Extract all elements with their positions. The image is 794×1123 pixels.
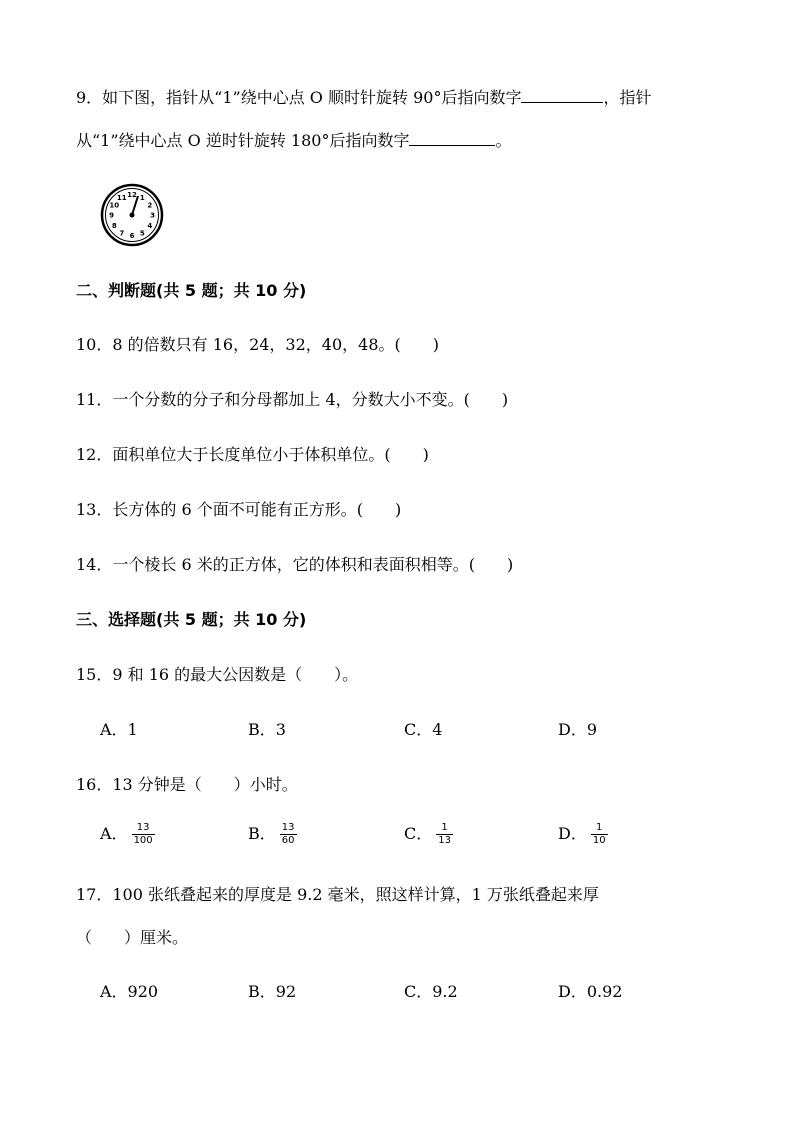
clock-number-3: 3 xyxy=(150,211,155,220)
q9-answer-blank-2[interactable] xyxy=(409,131,495,146)
q16-option-c-fraction xyxy=(436,822,453,847)
q13-statement: 13．长方体的 6 个面不可能有正方形。( ) xyxy=(76,500,402,519)
clock-center-o xyxy=(130,213,135,218)
q14-statement: 14．一个棱长 6 米的正方体，它的体积和表面积相等。( ) xyxy=(76,555,514,574)
q16-option-c-label: C． xyxy=(404,824,433,843)
q16-option-d-fraction xyxy=(591,822,608,847)
clock-number-9: 9 xyxy=(109,211,114,220)
q16-option-b-label: B． xyxy=(248,824,276,843)
q9-line2 xyxy=(76,130,511,152)
clock-number-6: 6 xyxy=(129,232,135,241)
section3-heading: 三、选择题(共 5 题；共 10 分) xyxy=(76,610,307,629)
q9-line1 xyxy=(76,87,651,109)
q15-option-a[interactable]: A．1 xyxy=(100,720,138,739)
q15-option-c[interactable]: C．4 xyxy=(404,720,443,739)
q9-answer-blank-1[interactable] xyxy=(521,88,603,103)
q16-option-d-label: D． xyxy=(558,824,587,843)
clock-number-8: 8 xyxy=(111,221,117,230)
clock-number-11: 11 xyxy=(116,193,127,202)
q16-option-b[interactable] xyxy=(248,822,297,847)
q17-option-c[interactable]: C．9.2 xyxy=(404,982,458,1001)
clock-number-10: 10 xyxy=(109,201,120,210)
section2-heading: 二、判断题(共 5 题；共 10 分) xyxy=(76,281,307,300)
q9-text-2a: 从“1”绕中心点 O 逆时针旋转 180°后指向数字 xyxy=(76,131,410,150)
q12-statement: 12．面积单位大于长度单位小于体积单位。( ) xyxy=(76,445,429,464)
fraction-numerator: 13 xyxy=(136,822,150,833)
q17-option-b[interactable]: B．92 xyxy=(248,982,297,1001)
fraction-denominator: 60 xyxy=(281,835,295,846)
q17-stem-line1: 17．100 张纸叠起来的厚度是 9.2 毫米，照这样计算，1 万张纸叠起来厚 xyxy=(76,885,599,904)
q15-stem: 15．9 和 16 的最大公因数是（ ）。 xyxy=(76,665,359,684)
fraction-numerator: 13 xyxy=(281,822,295,833)
q9-text-1a: 9．如下图，指针从“1”绕中心点 O 顺时针旋转 90°后指向数字 xyxy=(76,88,522,107)
q10-statement: 10．8 的倍数只有 16，24，32，40，48。( ) xyxy=(76,335,439,354)
q17-option-a[interactable]: A．920 xyxy=(100,982,159,1001)
q16-option-c[interactable] xyxy=(404,822,453,847)
q16-stem: 16．13 分钟是（ ）小时。 xyxy=(76,775,298,794)
fraction-denominator: 10 xyxy=(592,835,606,846)
clock-number-2: 2 xyxy=(147,201,153,210)
q11-statement: 11．一个分数的分子和分母都加上 4，分数大小不变。( ) xyxy=(76,390,509,409)
q17-option-d[interactable]: D．0.92 xyxy=(558,982,623,1001)
q16-option-d[interactable] xyxy=(558,822,608,847)
q15-option-b[interactable]: B．3 xyxy=(248,720,286,739)
fraction-denominator: 13 xyxy=(438,835,451,846)
clock-number-12: 12 xyxy=(127,191,137,200)
fraction-numerator: 1 xyxy=(441,822,448,833)
q16-option-b-fraction xyxy=(280,822,297,847)
q15-option-d[interactable]: D．9 xyxy=(558,720,598,739)
clock-number-4: 4 xyxy=(147,221,153,230)
q16-option-a-fraction xyxy=(132,822,155,847)
q9-text-1b: ，指针 xyxy=(603,88,652,107)
q9-text-2b: 。 xyxy=(495,131,512,150)
clock-number-1: 1 xyxy=(139,193,145,202)
clock-figure xyxy=(100,183,164,247)
q17-stem-line2: （ ）厘米。 xyxy=(76,928,189,947)
q16-option-a[interactable] xyxy=(100,822,155,847)
clock-number-7: 7 xyxy=(119,229,125,238)
clock-number-5: 5 xyxy=(139,229,145,238)
q16-option-a-label: A． xyxy=(100,824,128,843)
fraction-numerator: 1 xyxy=(596,822,603,833)
fraction-denominator: 100 xyxy=(133,835,153,846)
